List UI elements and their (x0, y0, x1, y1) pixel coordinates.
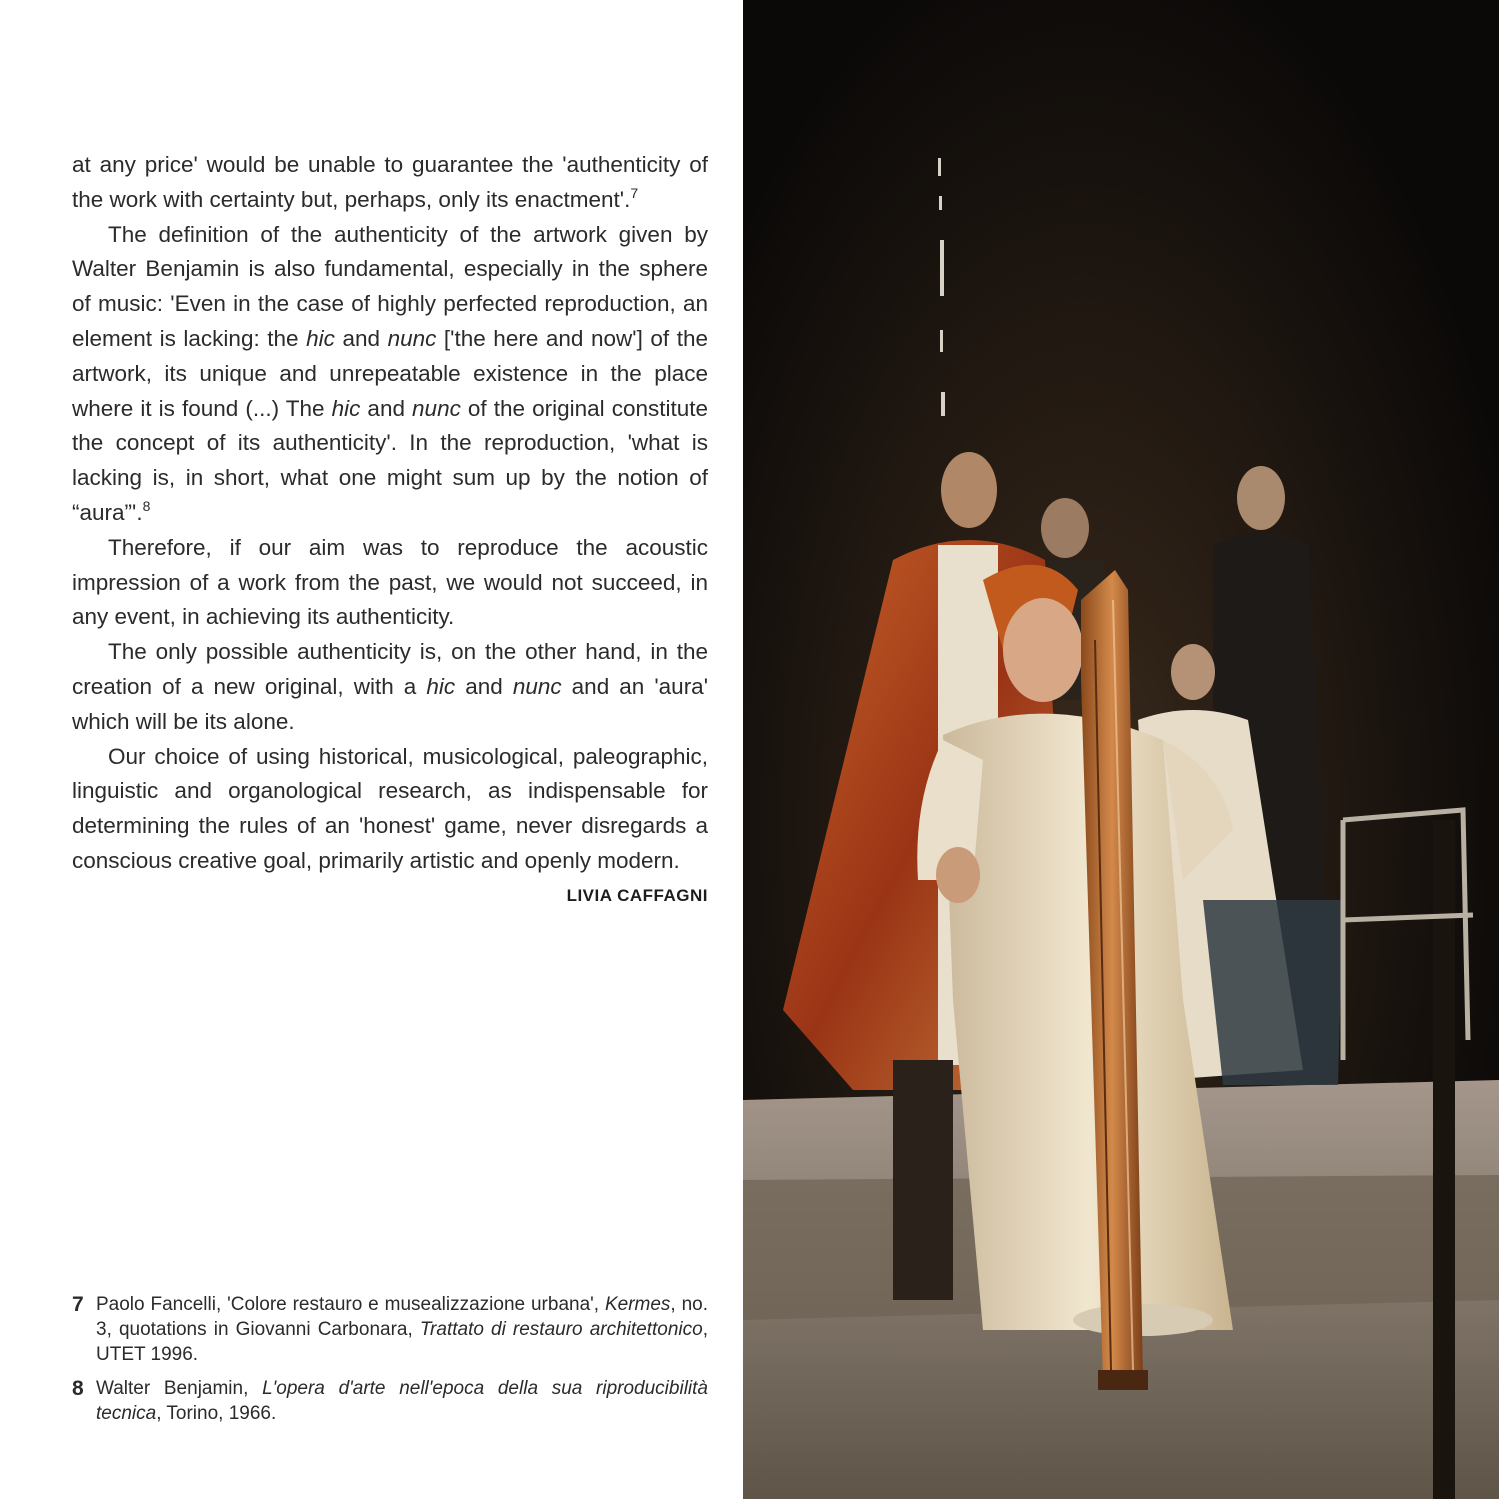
author-signature: LIVIA CAFFAGNI (566, 886, 708, 905)
footnote-7 (72, 1292, 708, 1367)
footnote-8 (72, 1376, 708, 1426)
photo-illustration (743, 0, 1499, 1499)
footnote-ref-8[interactable]: 8 (142, 497, 151, 514)
front-post (1433, 820, 1455, 1499)
footnote-text: Paolo Fancelli, 'Colore restauro e musealizzazione urbana', Kermes, no. 3, quotations in Giovanni Carbonara, Trattato di restauro architettonico, UTET 1996. (96, 1294, 708, 1365)
paragraph-5: Our choice of using historical, musicological, paleographic, linguistic and organological research, as indispensable for determining the rules of an 'honest' game, never disregards a conscious creative goal, primarily artistic and openly modern. (72, 743, 708, 873)
paragraph-2: The definition of the authenticity of the artwork given by Walter Benjamin is also fundamental, especially in the sphere of music: 'Even in the case of highly perfected reproduction, an element is lacking: the hic and nunc ['the here and now'] of the artwork, its unique and unrepeatable existence in the place where it is found (...) The hic and nunc of the original constitute the concept of its authenticity'. In the reproduction, 'what is lacking is, in short, what one might sum up by the notion of “aura”'.$^8$ (72, 221, 709, 525)
paragraph-4: The only possible authenticity is, on the other hand, in the creation of a new original, with a hic and nunc and an 'aura' which will be its alone. (72, 639, 708, 734)
footnote-number: 8 (72, 1377, 84, 1400)
footnote-number: 7 (72, 1293, 84, 1316)
footnote-ref-7[interactable]: 7 (630, 184, 639, 201)
main-text (72, 148, 708, 879)
stage-performance-photo (743, 0, 1499, 1499)
stool (893, 1060, 953, 1300)
paragraph-3: Therefore, if our aim was to reproduce the acoustic impression of a work from the past, we would not succeed, in any event, in achieving its authenticity. (72, 534, 708, 630)
footnote-text: Walter Benjamin, L'opera d'arte nell'epoca della sua riproducibilità tecnica, Torino, 1966. (96, 1378, 708, 1424)
paragraph-1: at any price' would be unable to guarantee the 'authenticity of the work with certainty but, perhaps, only its enactment'.$^7$ (72, 152, 708, 212)
footnotes (72, 1292, 708, 1435)
